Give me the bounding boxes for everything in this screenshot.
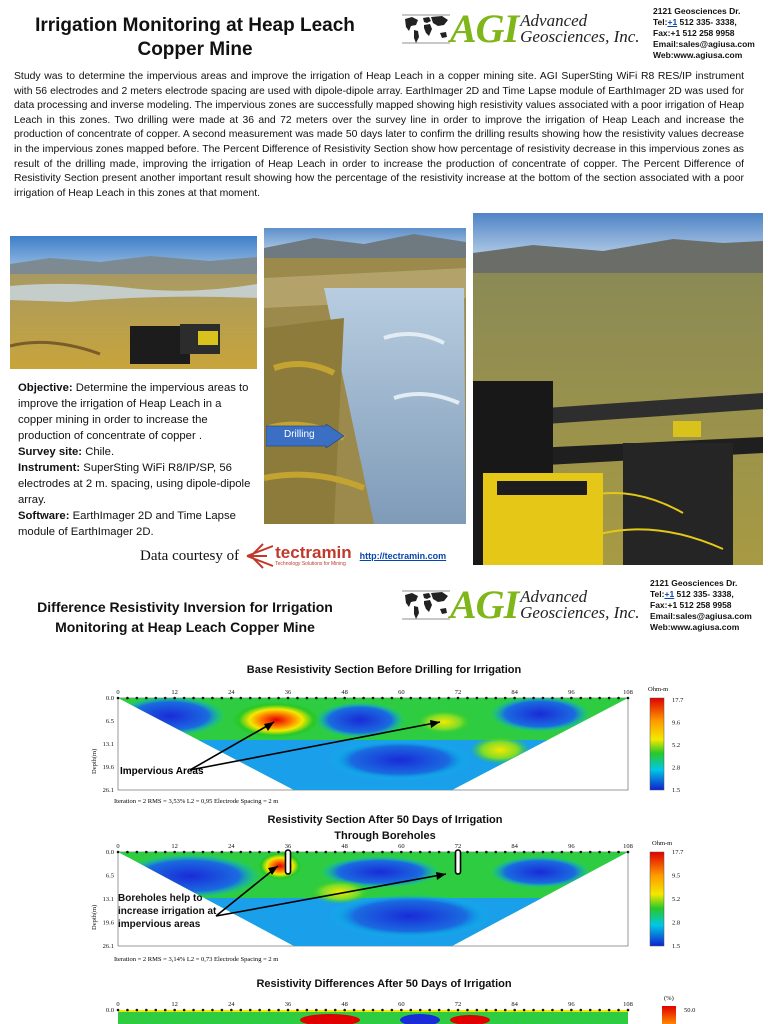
scale-tick-label: 5.2 [672,896,681,903]
electrode-marker [211,697,214,700]
chart1-scale-unit: Ohm-m [648,686,669,693]
electrode-marker [570,851,573,854]
impervious-areas-label: Impervious Areas [120,766,204,777]
electrode-marker [362,1009,365,1012]
electrode-marker [466,851,469,854]
electrode-marker [428,697,431,700]
electrode-marker [202,851,205,854]
electrode-marker [145,697,148,700]
x-tick-label: 84 [511,843,518,850]
electrode-marker [400,1009,403,1012]
y-tick-label: 13.1 [102,741,114,748]
instrument [18,460,258,508]
contact-tel [653,17,755,28]
electrode-marker [202,1009,205,1012]
x-tick-label: 72 [454,843,462,850]
electrode-marker [579,1009,582,1012]
electrode-marker [277,1009,280,1012]
contact-tel-rest: 512 335- 3338, [674,589,734,599]
contact-fax: Fax:+1 512 258 9958 [650,600,732,610]
electrode-marker [315,1009,318,1012]
world-map-icon [402,589,450,621]
chart1-scale-ticks [672,697,684,794]
electrode-marker [372,1009,375,1012]
electrode-marker [561,697,564,700]
x-tick-label: 108 [623,689,633,696]
electrode-marker [391,697,394,700]
electrode-marker [239,1009,242,1012]
electrode-marker [258,1009,261,1012]
electrode-marker [154,697,157,700]
x-tick-label: 60 [398,1001,405,1008]
electrode-marker [428,851,431,854]
electrode-marker [523,1009,526,1012]
electrode-marker [296,1009,299,1012]
tel-link[interactable]: +1 [664,589,675,599]
contact-block [653,6,755,61]
chart1-title: Base Resistivity Section Before Drilling for Irrigation [246,664,522,676]
electrode-marker [476,851,479,854]
x-tick-label: 48 [341,843,348,850]
electrode-marker [513,697,516,700]
y-tick-label: 6.5 [105,872,114,880]
chart3-section [0,994,768,1024]
electrode-marker [381,1009,384,1012]
electrode-marker [268,697,271,700]
electrode-marker [126,697,129,700]
chart1-y-ticks [103,695,115,794]
electrode-marker [447,1009,450,1012]
electrode-marker [485,851,488,854]
electrode-marker [126,851,129,854]
electrode-marker [551,851,554,854]
chart2-y-ticks [103,849,115,950]
drilling-arrow [266,424,346,453]
x-tick-label: 96 [568,1001,575,1008]
electrode-marker [324,697,327,700]
electrode-marker [598,851,601,854]
y-tick-label: 6.5 [105,718,114,725]
section2-title: Difference Resistivity Inversion for Irrigation Monitoring at Heap Leach Copper Mine [37,599,333,635]
contact-web: Web:www.agiusa.com [653,50,743,60]
contact-email: Email:sales@agiusa.com [653,39,755,49]
contact-web: Web:www.agiusa.com [650,622,740,632]
instrument-label: Instrument: [18,462,81,474]
drilling-label: Drilling [284,429,315,440]
scale-tick-label: 17.7 [672,849,684,856]
contact-block-2 [650,578,752,633]
electrode-marker [485,1009,488,1012]
chart1-ylabel: Depth(m) [91,748,98,774]
electrode-marker [409,697,412,700]
y-tick-label: 0.0 [105,1007,114,1014]
electrode-marker [258,851,261,854]
chart1-colorbar [650,698,664,790]
electrode-marker [400,697,403,700]
tectramin-link[interactable]: http://tectramin.com [359,551,447,561]
x-tick-label: 60 [398,689,405,696]
x-tick-label: 12 [171,689,178,696]
chart3-scale-ticks [684,1007,695,1014]
electrode-marker [117,851,120,854]
electrode-marker [542,1009,545,1012]
y-tick-label: 19.6 [102,919,114,927]
electrode-marker [627,851,630,854]
software-text: EarthImager 2D and Time Lapse module of EarthImager 2D. [18,510,236,538]
agi-logo-text: AGI [450,6,519,51]
electrode-marker [173,1009,176,1012]
electrode-marker [277,697,280,700]
x-tick-label: 48 [341,1001,348,1008]
boreholes-label: Boreholes help to increase irrigation at impervious areas [118,893,217,930]
electrode-marker [183,1009,186,1012]
electrode-marker [353,697,356,700]
electrode-marker [287,697,290,700]
electrode-marker [561,851,564,854]
electrode-marker [192,851,195,854]
contact-tel [650,589,752,600]
electrode-marker [532,851,535,854]
y-tick-label: 19.6 [102,764,114,771]
software-label: Software: [18,510,70,522]
electrode-marker [419,851,422,854]
x-tick-label: 72 [454,1001,462,1008]
electrode-marker [145,1009,148,1012]
electrode-marker [532,697,535,700]
x-tick-label: 24 [228,843,235,850]
chart1-section [0,680,768,810]
chart1-stats: Iteration = 2 RMS = 3,53% L2 = 0,95 Electrode Spacing = 2 m [114,798,279,805]
chart2-scale-unit: Ohm-m [652,840,673,847]
x-tick-label: 36 [284,689,292,696]
electrode-marker [306,697,309,700]
electrode-marker [598,697,601,700]
electrode-marker [438,697,441,700]
electrode-marker [164,851,167,854]
logo-line-geosciences: Geosciences, Inc. [520,603,640,622]
scale-tick-label: 17.7 [672,697,684,704]
electrode-marker [258,697,261,700]
x-tick-label: 12 [171,843,178,850]
electrode-marker [476,1009,479,1012]
electrode-marker [362,851,365,854]
electrode-marker [239,697,242,700]
electrode-marker [466,1009,469,1012]
electrode-marker [296,851,299,854]
electrode-marker [173,851,176,854]
electrode-marker [372,697,375,700]
electrode-marker [617,697,620,700]
electrode-marker [391,1009,394,1012]
courtesy-text: Data courtesy of [140,547,240,564]
x-tick-label: 108 [623,843,633,850]
x-tick-label: 0 [116,689,120,696]
electrode-marker [579,697,582,700]
electrode-marker [287,1009,290,1012]
contact-address: 2121 Geosciences Dr. [653,6,741,16]
electrode-marker [343,697,346,700]
contact-email: Email:sales@agiusa.com [650,611,752,621]
electrode-marker [457,697,460,700]
electrode-marker [164,697,167,700]
drilling-photo [264,228,466,524]
electrode-marker [372,851,375,854]
electrode-marker [476,697,479,700]
x-tick-label: 36 [284,843,292,850]
chart3-title: Resistivity Differences After 50 Days of Irrigation [256,978,512,990]
electrode-marker [419,1009,422,1012]
electrode-marker [551,1009,554,1012]
electrode-marker [447,697,450,700]
logo-line-advanced: Advanced [520,11,588,30]
electrode-marker [315,851,318,854]
electrode-marker [523,697,526,700]
electrode-marker [249,851,252,854]
site-photo-left [10,236,257,369]
x-tick-label: 96 [568,689,575,696]
electrode-marker [381,697,384,700]
contact-tel-prefix: Tel: [650,589,665,599]
electrode-marker [542,851,545,854]
y-tick-label: 0.0 [105,849,114,856]
logo-line-geosciences: Geosciences, Inc. [520,27,640,46]
electrode-marker [211,1009,214,1012]
x-tick-label: 36 [284,1001,292,1008]
electrode-marker [400,851,403,854]
electrode-marker [589,1009,592,1012]
electrode-marker [579,851,582,854]
electrode-marker [324,851,327,854]
electrode-marker [409,1009,412,1012]
survey-site-text: Chile. [82,446,115,458]
tectramin-logo-icon [245,542,275,570]
electrode-marker [627,1009,630,1012]
electrode-marker [343,1009,346,1012]
electrode-marker [570,697,573,700]
x-tick-label: 0 [116,1001,120,1008]
electrode-marker [145,851,148,854]
software [18,508,258,540]
electrode-marker [221,1009,224,1012]
chart3-scale-unit: (%) [664,995,674,1002]
data-courtesy [140,542,446,570]
chart2-colorbar [650,852,664,946]
electrode-marker [598,1009,601,1012]
electrode-marker [617,851,620,854]
electrode-marker [154,851,157,854]
borehole-marker [286,850,291,874]
x-tick-label: 96 [568,843,575,850]
electrode-marker [438,1009,441,1012]
y-tick-label: 0.0 [105,695,114,702]
survey-details [18,380,258,540]
chart2-section [0,836,768,966]
electrode-marker [239,851,242,854]
electrode-marker [589,697,592,700]
electrode-marker [494,1009,497,1012]
chart2-scale-ticks [672,849,684,950]
contact-tel-prefix: Tel: [653,17,668,27]
chart2-title: Resistivity Section After 50 Days of Irrigation Through Boreholes [267,814,503,842]
x-tick-label: 48 [341,689,348,696]
electrode-marker [211,851,214,854]
electrode-marker [457,1009,460,1012]
electrode-marker [570,1009,573,1012]
electrode-marker [154,1009,157,1012]
electrode-marker [249,1009,252,1012]
electrode-marker [561,1009,564,1012]
electrode-marker [249,697,252,700]
contact-fax: Fax:+1 512 258 9958 [653,28,735,38]
x-tick-label: 72 [454,689,462,696]
contact-tel-rest: 512 335- 3338, [677,17,737,27]
world-map-icon [402,13,450,45]
objective-text: Determine the impervious areas to improve the irrigation of Heap Leach in a copper mining in order to increase the production of concentrate of copper . [18,382,249,442]
agi-logo [402,6,640,51]
electrode-marker [438,851,441,854]
survey-site-label: Survey site: [18,446,83,458]
tel-link[interactable]: +1 [667,17,678,27]
electrode-marker [513,1009,516,1012]
electrode-marker [551,697,554,700]
electrode-marker [202,697,205,700]
contact-address: 2121 Geosciences Dr. [650,578,738,588]
electrode-marker [353,1009,356,1012]
electrode-marker [192,1009,195,1012]
electrode-marker [183,851,186,854]
electrode-marker [447,851,450,854]
electrode-marker [532,1009,535,1012]
electrode-marker [466,697,469,700]
borehole-marker [456,850,461,874]
electrode-marker [221,851,224,854]
electrode-marker [306,1009,309,1012]
x-tick-label: 84 [511,1001,518,1008]
electrode-marker [230,851,233,854]
chart3-y-ticks [106,1007,114,1014]
electrode-marker [277,851,280,854]
electrode-marker [183,697,186,700]
electrode-marker [343,851,346,854]
agi-logo-2 [402,582,640,627]
scale-tick-label: 9.6 [672,719,681,727]
electrode-marker [504,697,507,700]
electrode-marker [419,697,422,700]
electrode-marker [494,851,497,854]
electrode-marker [268,1009,271,1012]
instrument-text: SuperSting WiFi R8/IP/SP, 56 electrodes at 2 m. spacing, using dipole-dipole array. [18,462,251,506]
electrode-marker [173,697,176,700]
electrode-marker [136,1009,139,1012]
y-tick-label: 13.1 [102,896,114,903]
electrode-marker [494,697,497,700]
electrode-marker [315,697,318,700]
x-tick-label: 0 [116,843,120,850]
y-tick-label: 26.1 [102,943,114,950]
scale-tick-label: 2.8 [672,764,681,772]
chart2-ylabel: Depth(m) [91,904,98,930]
intro-paragraph: Study was to determine the impervious areas and improve the irrigation of Heap Leach in a copper mining site. AGI SuperSting WiFi R8 RES/IP instrument with 56 electrodes and 2 meters electrode spacing are used with dipole-dipole array. EarthImager 2D and Time Lapse module of EarthImager 2D was used for data processing and inverse modeling. The impervious zones are successfully mapped showing high resistivity values associated with a poor irrigation of Heap Leach in this zones. Two drilling were made at 36 and 72 meters over the survey line in order to improve the irrigation of Heap Leach and increase the production of concentrate of copper. A second measurement was made 50 days later to confirm the drilling results showing how the resistivity values decrease in the impervious zones mapped before. The Percent Difference of Resistivity Section show how percentage of resistivity decrease in this impervious zones as result of the drilling made, improving the irrigation of Heap Leach in order to increase the production of concentrate of copper. The Percent Difference of Resistivity Section present another important result showing how the percentage of the resistivity increase at the bottom of the section associated with a poor irrigation of Heap Leach in this zones at that moment. [14,71,744,199]
scale-tick-label: 1.5 [672,787,681,794]
objective-label: Objective: [18,382,73,394]
electrode-marker [296,697,299,700]
electrode-marker [164,1009,167,1012]
electrode-marker [513,851,516,854]
survey-site [18,444,258,460]
electrode-marker [391,851,394,854]
x-tick-label: 60 [398,843,405,850]
scale-tick-label: 50.0 [684,1007,696,1014]
electrode-marker [504,1009,507,1012]
logo-line-advanced: Advanced [520,587,588,606]
electrode-marker [608,851,611,854]
electrode-marker [542,697,545,700]
scale-tick-label: 5.2 [672,742,681,749]
electrode-marker [126,1009,129,1012]
chart3-colorbar [662,1006,676,1024]
electrode-marker [362,697,365,700]
electrode-marker [381,851,384,854]
electrode-marker [117,1009,120,1012]
electrode-marker [523,851,526,854]
agi-logo-text: AGI [450,582,519,627]
x-tick-label: 24 [228,689,235,696]
electrode-marker [230,1009,233,1012]
electrode-marker [608,697,611,700]
electrode-marker [230,697,233,700]
electrode-marker [334,697,337,700]
x-tick-label: 84 [511,689,518,696]
electrode-marker [428,1009,431,1012]
scale-tick-label: 1.5 [672,943,681,950]
tectramin-tagline: Technology Solutions for Mining [275,561,346,567]
chart2-stats: Iteration = 2 RMS = 3,14% L2 = 0,73 Electrode Spacing = 2 m [114,956,279,963]
x-tick-label: 12 [171,1001,178,1008]
scale-tick-label: 9.5 [672,872,681,880]
x-tick-label: 108 [623,1001,633,1008]
electrode-marker [504,851,507,854]
electrode-marker [117,697,120,700]
electrode-marker [589,851,592,854]
electrode-marker [136,851,139,854]
electrode-marker [268,851,271,854]
electrode-marker [617,1009,620,1012]
chart3-x-ticks [116,1001,633,1011]
y-tick-label: 26.1 [102,787,114,794]
electrode-marker [485,697,488,700]
electrode-marker [409,851,412,854]
equipment-photo [473,213,763,565]
electrode-marker [334,1009,337,1012]
scale-tick-label: 2.8 [672,919,681,927]
electrode-marker [192,697,195,700]
tectramin-name: tectramin [275,543,352,562]
x-tick-label: 24 [228,1001,235,1008]
objective [18,380,258,444]
electrode-marker [324,1009,327,1012]
electrode-marker [221,697,224,700]
electrode-marker [627,697,630,700]
electrode-marker [306,851,309,854]
electrode-marker [353,851,356,854]
page-title: Irrigation Monitoring at Heap Leach Copper Mine [35,15,355,60]
electrode-marker [608,1009,611,1012]
electrode-marker [334,851,337,854]
electrode-marker [136,697,139,700]
